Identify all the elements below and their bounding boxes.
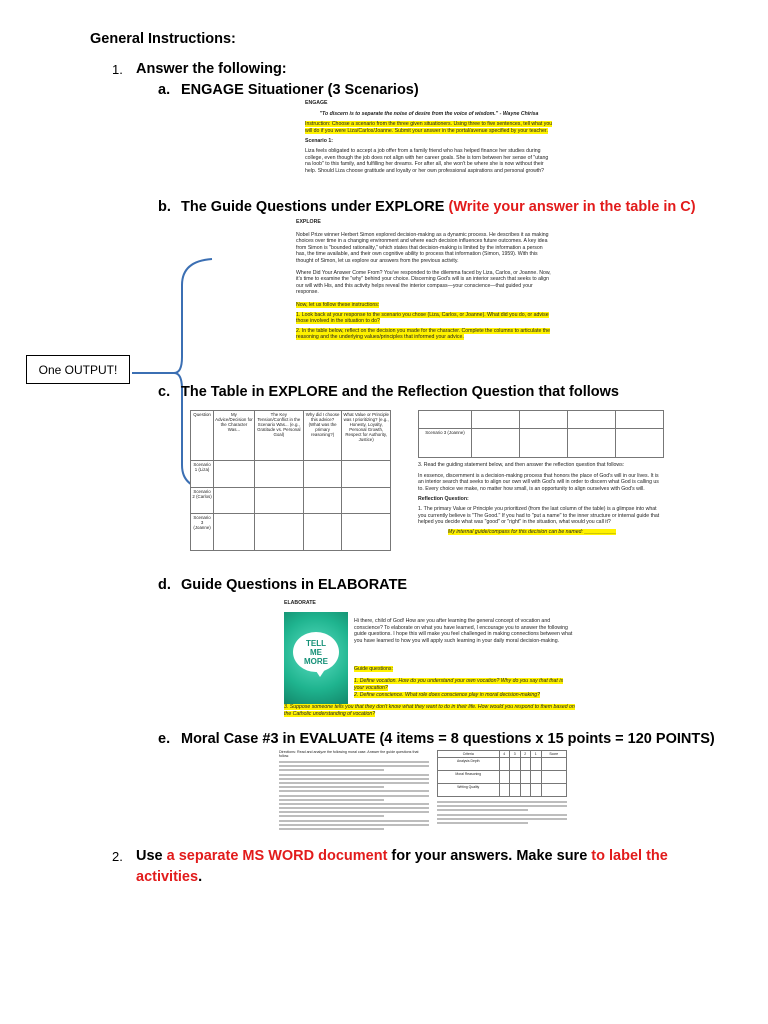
table-header-cell: Why did I choose this advice? (What was the primary reasoning?) [303,411,341,461]
explore-table-snippet [190,410,391,551]
rubric-header-cell: 2 [520,751,531,758]
item-a-letter: a. [158,82,171,98]
rubric-header-cell: Criteria [438,751,500,758]
evaluate-rubric-thumbnail [437,750,567,850]
table-row-label: Scenario 2 (Carlos) [191,487,214,514]
table-row-label: Scenario 3 (Joanne) [419,429,472,458]
rubric-row-label: Moral Reasoning [438,771,500,784]
item-d-text: Guide Questions in ELABORATE [181,577,408,593]
item2-red-label: to label the [591,848,668,864]
item-e-text: Moral Case #3 in EVALUATE (4 items = 8 questions x 15 points = 120 POINTS) [181,731,715,747]
item2-red-activities: activities [136,869,199,885]
explore-snippet [296,219,552,379]
item2-end: . [198,869,203,885]
rubric-header-cell: 4 [499,751,510,758]
engage-instruction: Instruction: Choose a scenario from the three given situationers. Using three to five sentences, tell what you will do if you were Liza/Carlos/Joanne. Submit your answer in the portal/avenue specified by your teacher. [305,121,553,134]
engage-snippet [305,100,553,196]
evaluate-doc-heading: Directions: Read and analyze the following moral case. Answer the guide questions that follow. [279,750,419,759]
explore-instructions-heading: Now, let us follow these instructions: [296,301,380,308]
speech-bubble-icon [293,632,339,672]
item1-number: 1. [112,62,123,77]
rubric-header-cell: Score [541,751,567,758]
item-a-text: ENGAGE Situationer (3 Scenarios) [181,82,419,98]
tell-me-more-image [284,612,348,704]
explore-paragraph-1: Nobel Prize winner Herbert Simon explored decision-making as a dynamic process. He describes it as making choices over time in a changing environment and where each decision influences future outcomes. A key idea from Simon is "bounded rationality," which states that decision-making is limited by the information a person has, the time available, and their own cognitive ability to process that information (Simon, 1959). With this thought of Simon, let us explore our answers from the previous activity. [296,231,549,264]
rubric-table [437,750,567,797]
table-header-cell: What Value or Principle was I prioritizing? (e.g., Honesty, Loyalty, Personal Growth, Respect for Authority, Justice) [342,411,391,461]
item-c-letter: c. [158,384,171,400]
guide-questions-heading: Guide questions: [354,666,393,672]
guide-question-1: 1. Define vocation. How do you understand your own vocation? Why do you say that that is your vocation? [354,678,564,691]
rubric-row-label: Writing Quality [438,784,500,797]
table-row-label: Scenario 3 (Joanne) [191,514,214,551]
callout-label: One OUTPUT! [38,362,118,377]
one-output-callout [26,355,130,384]
table-header-cell: My Advice/Decision for the Character Was... [214,411,255,461]
item-b-letter: b. [158,199,171,215]
discernment-paragraph: In essence, discernment is a decision-making process that honors the place of God's will in our lives. It is an interior search that seeks to align our own will with God's will in order to discern what God is calling us to. Every choice we make, no matter how small, is an opportunity to align ourselves with God's will. [418,472,659,492]
item-d-letter: d. [158,577,171,593]
reflection-bullet: My internal guide/compass for this decision can be named: ___________ [448,528,617,535]
guide-question-3: 3. Suppose someone tells you that they don't know what they want to do in their life. How would you respond to them based on the Catholic understanding of vocation? [284,704,575,717]
general-instructions-title: General Instructions: [90,31,236,47]
item2-red-doc: a separate MS WORD document [166,848,388,864]
item2-number: 2. [112,849,123,864]
explore-title: EXPLORE [296,219,321,225]
table-header-cell: The Key Tension/Conflict in the Scenario Was... (e.g., Gratitude vs. Personal Goal) [254,411,303,461]
item1-text: Answer the following: [136,61,287,77]
explore-instruction-1: 1. Look back at your response to the scenario you chose (Liza, Carlos, or Joanne). What did you do, or advise those involved in the situation to do? [296,311,549,325]
reflection-snippet [418,410,664,560]
table-header-cell: Question [191,411,214,461]
engage-title: ENGAGE [305,100,328,106]
item-e-letter: e. [158,731,171,747]
elaborate-title: ELABORATE [284,600,316,606]
item2-pre: Use [136,848,167,864]
explore-paragraph-2: Where Did Your Answer Come From? You've responded to the dilemma faced by Liza, Carlos, or Joanne. Now, it's time to examine the "why" behind your choice. Discerning God's will is an interior search that seeks to align our will with His, and this activity helps reveal the interior compass—your conscience—that guided your response. [296,269,551,296]
reflection-question-1: 1. The primary Value or Principle you prioritized (from the last column of the table) is a glimpse into what you currently believe is "The Good." If you had to "put a name" to the inner structure or internal guide that helped you decide what was "good" or "right" in the situation, what would you call it? [418,505,660,526]
reflection-question-heading: Reflection Question: [418,496,469,503]
engage-scenario-title: Scenario 1: [305,138,333,145]
explore-instruction-2: 2. In the table below, reflect on the decision you made for the character. Complete the columns to articulate the reasoning and the underlying values/principles that informed your advice. [296,327,551,341]
guide-question-2: 2. Define conscience. What role does conscience play in moral decision-making? [354,692,540,698]
elaborate-snippet [284,600,576,724]
explore-table [190,410,391,551]
item-c-text: The Table in EXPLORE and the Reflection Question that follows [181,384,619,400]
item-b-text: The Guide Questions under EXPLORE [181,199,449,215]
engage-scenario-text: Liza feels obligated to accept a job offer from a family friend who has helped finance her studies during college, even though the job does not align with her career goals. She is torn between her sense of "utang na loob" to this family, and fulfilling her dreams. For after all, she won't be where she is now without their help. Should Liza choose gratitude and loyalty or her own professional aspirations and personal growth? [305,147,549,174]
table-row-label: Scenario 1 (Liza) [191,461,214,488]
reflection-step-3: 3. Read the guiding statement below, and then answer the reflection question that follows: [418,462,625,468]
item2-mid: for your answers. Make sure [387,848,592,864]
rubric-row-label: Analysis Depth [438,758,500,771]
elaborate-paragraph: Hi there, child of God! How are you after learning the general concept of vocation and conscience? To elaborate on what you have learned, I encourage you to answer the following guide questions. I hope this will make you feel challenged in making connections between what you have learned to how you will apply such learning in your daily moral decision-making. [354,618,573,644]
engage-quote: "To discern is to separate the noise of desire from the voice of wisdom." - Wayne Chirisa [319,110,539,117]
bubble-text: TELL ME MORE [304,638,328,666]
evaluate-case-thumbnail [279,750,429,842]
rubric-header-cell: 3 [510,751,521,758]
rubric-header-cell: 1 [531,751,542,758]
item-b-red-note: (Write your answer in the table in C) [448,199,696,215]
